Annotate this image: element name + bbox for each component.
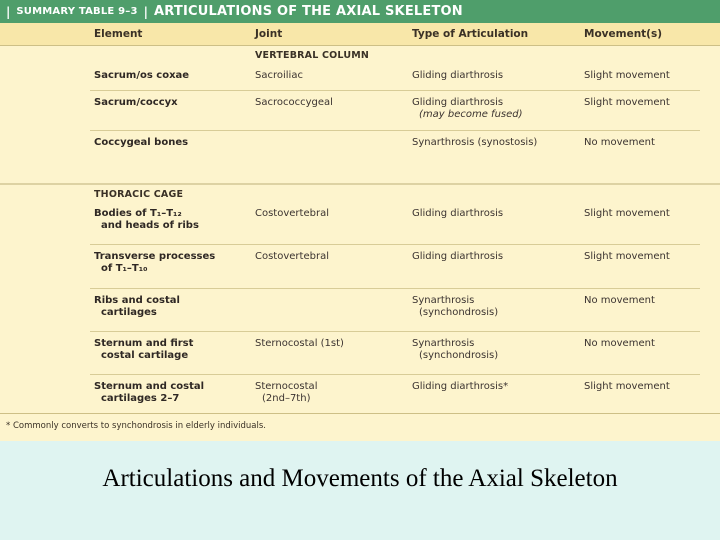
cell-joint <box>255 251 329 263</box>
table-row <box>0 137 720 177</box>
cell-line: Gliding diarthrosis <box>412 70 504 81</box>
cell-line: (synchondrosis) <box>419 350 499 361</box>
row-divider <box>90 90 700 91</box>
title-separator: | <box>143 4 149 19</box>
cell-line: Transverse processes <box>94 251 216 262</box>
cell-element <box>94 208 199 232</box>
cell-line: Synarthrosis <box>412 338 475 349</box>
cell-element <box>94 137 188 149</box>
row-divider <box>90 130 700 131</box>
cell-line: Gliding diarthrosis <box>412 208 504 219</box>
cell-type <box>412 97 523 121</box>
cell-line: cartilages 2–7 <box>101 393 180 404</box>
cell-line: Sacrum/coccyx <box>94 97 178 108</box>
cell-element <box>94 295 180 319</box>
column-header-type: Type of Articulation <box>412 28 529 40</box>
cell-line: Gliding diarthrosis <box>412 251 504 262</box>
table-row <box>0 70 720 97</box>
cell-line: Costovertebral <box>255 208 329 219</box>
row-divider <box>90 331 700 332</box>
table-row <box>0 381 720 413</box>
cell-element <box>94 97 178 109</box>
cell-movement: Slight movement <box>584 208 670 219</box>
cell-type <box>412 208 503 220</box>
cell-line: Sacroiliac <box>255 70 303 81</box>
cell-line: Sternocostal <box>255 381 318 392</box>
title-separator: | <box>6 4 11 19</box>
section-label: THORACIC CAGE <box>94 189 184 200</box>
cell-line: Sternum and first <box>94 338 194 349</box>
table-title: ARTICULATIONS OF THE AXIAL SKELETON <box>154 4 463 19</box>
cell-line: costal cartilage <box>101 350 189 361</box>
cell-element <box>94 70 189 82</box>
cell-line: Costovertebral <box>255 251 329 262</box>
cell-line: Sternum and costal <box>94 381 205 392</box>
table-number: SUMMARY TABLE 9–3 <box>16 6 138 17</box>
cell-line: cartilages <box>101 307 157 318</box>
cell-joint <box>255 338 344 350</box>
cell-line: Synarthrosis (synostosis) <box>412 137 538 148</box>
table-row <box>0 97 720 137</box>
cell-line: Gliding diarthrosis <box>412 97 504 108</box>
cell-movement: Slight movement <box>584 251 670 262</box>
table-title-bar <box>0 0 720 23</box>
cell-joint <box>255 97 333 109</box>
cell-line: of T₁–T₁₀ <box>101 263 148 274</box>
cell-movement: No movement <box>584 295 655 306</box>
cell-type <box>412 295 498 319</box>
cell-joint <box>255 70 303 82</box>
table-header-row <box>0 23 720 46</box>
cell-joint <box>255 381 317 405</box>
cell-element <box>94 251 215 275</box>
cell-line: (may become fused) <box>419 109 523 120</box>
cell-movement: Slight movement <box>584 381 670 392</box>
row-divider <box>90 244 700 245</box>
table-footnote: * Commonly converts to synchondrosis in elderly individuals. <box>6 421 266 431</box>
section-label: VERTEBRAL COLUMN <box>255 50 370 61</box>
cell-joint <box>255 208 329 220</box>
cell-line: Synarthrosis <box>412 295 475 306</box>
cell-type <box>412 137 537 149</box>
cell-line: Coccygeal bones <box>94 137 189 148</box>
section-divider <box>0 183 720 185</box>
cell-line: Gliding diarthrosis* <box>412 381 509 392</box>
cell-type <box>412 251 503 263</box>
cell-type <box>412 70 503 82</box>
cell-movement: No movement <box>584 137 655 148</box>
cell-line: Sacrococcygeal <box>255 97 333 108</box>
cell-movement: Slight movement <box>584 70 670 81</box>
cell-line: Sacrum/os coxae <box>94 70 190 81</box>
column-header-element: Element <box>94 28 143 40</box>
cell-line: Bodies of T₁–T₁₂ <box>94 208 182 219</box>
slide-caption: Articulations and Movements of the Axial Skeleton <box>102 465 618 492</box>
row-divider <box>90 288 700 289</box>
cell-element <box>94 338 193 362</box>
cell-movement: No movement <box>584 338 655 349</box>
column-header-joint: Joint <box>255 28 283 40</box>
cell-line: (2nd–7th) <box>262 393 311 404</box>
row-divider <box>90 374 700 375</box>
cell-type <box>412 381 508 393</box>
cell-movement: Slight movement <box>584 97 670 108</box>
cell-line: Ribs and costal <box>94 295 180 306</box>
cell-line: (synchondrosis) <box>419 307 499 318</box>
cell-element <box>94 381 204 405</box>
cell-type <box>412 338 498 362</box>
cell-line: and heads of ribs <box>101 220 199 231</box>
table-bottom-rule <box>0 413 720 414</box>
cell-line: Sternocostal (1st) <box>255 338 344 349</box>
column-header-movement: Movement(s) <box>584 28 663 40</box>
